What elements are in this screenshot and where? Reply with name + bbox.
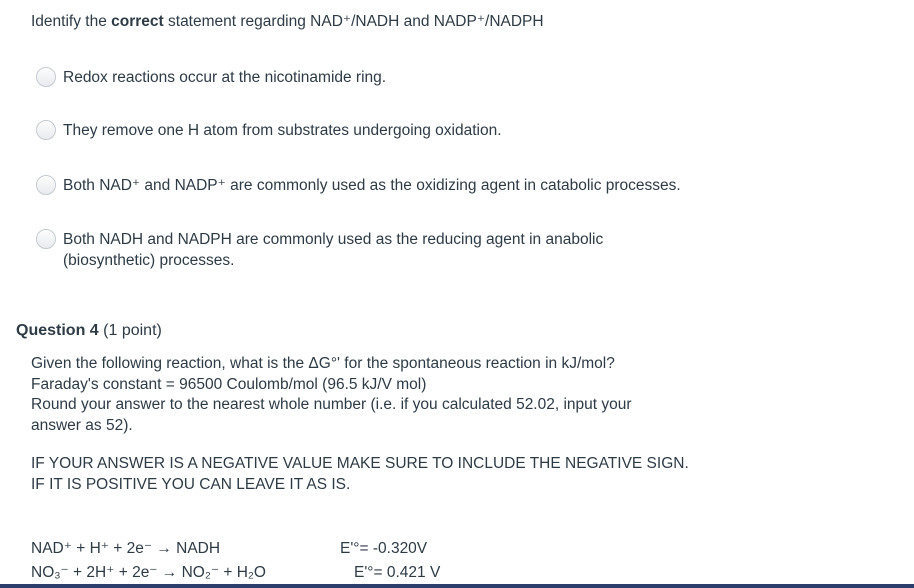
answer-option-4[interactable] (36, 229, 603, 271)
question-4-body (31, 354, 689, 495)
warning-line: IF IT IS POSITIVE YOU CAN LEAVE IT AS IS. (31, 475, 351, 493)
radio-button[interactable] (36, 67, 56, 87)
warning-line: IF YOUR ANSWER IS A NEGATIVE VALUE MAKE SURE TO INCLUDE THE NEGATIVE SIGN. (31, 455, 689, 472)
radio-button[interactable] (36, 229, 56, 249)
question-4-title: Question 4 (16, 322, 99, 339)
bottom-edge-bar (0, 584, 914, 588)
question-line: answer as 52). (31, 416, 133, 434)
option-label: They remove one H atom from substrates undergoing oxidation. (63, 122, 502, 139)
prompt-bold: correct (111, 13, 164, 30)
question-3-prompt (31, 11, 544, 33)
option-label: Redox reactions occur at the nicotinamide ring. (63, 69, 387, 86)
question-line: Given the following reaction, what is the ΔG°' for the spontaneous reaction in kJ/mol? (31, 355, 615, 372)
reaction-potential-1: E'°= -0.320V (340, 540, 428, 557)
answer-option-3[interactable] (36, 175, 681, 196)
question-line: Faraday's constant = 96500 Coulomb/mol (96.5 kJ/V mol) (31, 375, 427, 393)
option-label: Both NAD⁺ and NADP⁺ are commonly used as the oxidizing agent in catabolic processes. (63, 177, 681, 194)
reaction-equation-1: NAD⁺ + H⁺ + 2e⁻ → NADH (31, 540, 221, 557)
reaction-equation-2: NO₃⁻ + 2H⁺ + 2e⁻ → NO₂⁻ + H₂O (31, 564, 266, 581)
reaction-potential-2: E'°= 0.421 V (354, 564, 441, 581)
answer-option-2[interactable] (36, 120, 502, 141)
prompt-post: statement regarding NAD⁺/NADH and NADP⁺/NADPH (163, 13, 544, 30)
answer-option-1[interactable] (36, 67, 386, 88)
prompt-pre: Identify the (31, 13, 112, 30)
question-line: Round your answer to the nearest whole number (i.e. if you calculated 52.02, input your (31, 396, 632, 413)
question-4-header (16, 320, 162, 342)
radio-button[interactable] (36, 175, 56, 195)
radio-button[interactable] (36, 120, 56, 140)
option-label: Both NADH and NADPH are commonly used as the reducing agent in anabolic (biosynthetic) processes. (63, 231, 604, 269)
question-4-points: (1 point) (103, 322, 162, 339)
